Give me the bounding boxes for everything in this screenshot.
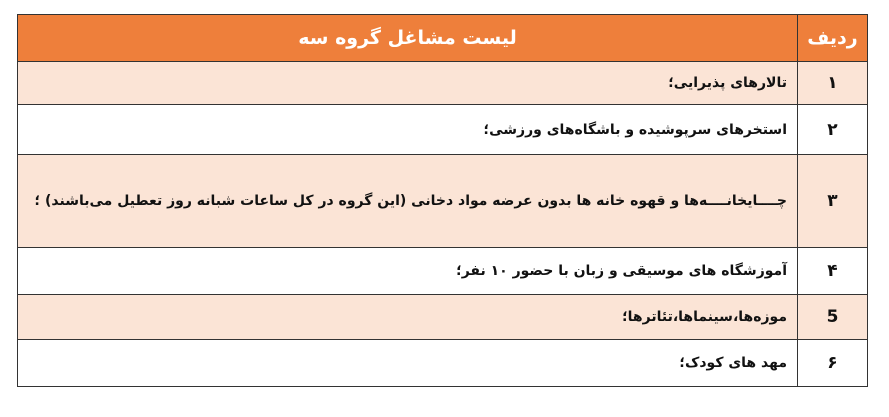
table-row <box>18 340 868 387</box>
row-number: ۴ <box>798 248 868 295</box>
row-number: ۲ <box>798 105 868 155</box>
row-number: 5 <box>798 295 868 340</box>
table-row <box>18 105 868 155</box>
row-number: ۳ <box>798 155 868 248</box>
table-row <box>18 62 868 105</box>
row-number: ۱ <box>798 62 868 105</box>
row-text: موزه‌ها،سینماها،تئاترها؛ <box>18 295 798 340</box>
row-text: آموزشگاه های موسیقی و زبان با حضور ۱۰ نفر؛ <box>18 248 798 295</box>
jobs-table-container <box>17 14 868 387</box>
row-number: ۶ <box>798 340 868 387</box>
table-header-row <box>18 15 868 62</box>
table-row <box>18 295 868 340</box>
row-text: چــــایخانــــه‌ها و قهوه خانه ها بدون عرضه مواد دخانی (این گروه در کل ساعات شبانه روز تعطیل می‌باشند) ؛ <box>18 155 798 248</box>
row-text: استخرهای سرپوشیده و باشگاه‌های ورزشی؛ <box>18 105 798 155</box>
row-text: تالارهای پذیرایی؛ <box>18 62 798 105</box>
header-title: لیست مشاغل گروه سه <box>18 15 798 62</box>
table-row <box>18 155 868 248</box>
row-text: مهد های کودک؛ <box>18 340 798 387</box>
jobs-table <box>17 14 868 387</box>
header-row-number: ردیف <box>798 15 868 62</box>
table-row <box>18 248 868 295</box>
